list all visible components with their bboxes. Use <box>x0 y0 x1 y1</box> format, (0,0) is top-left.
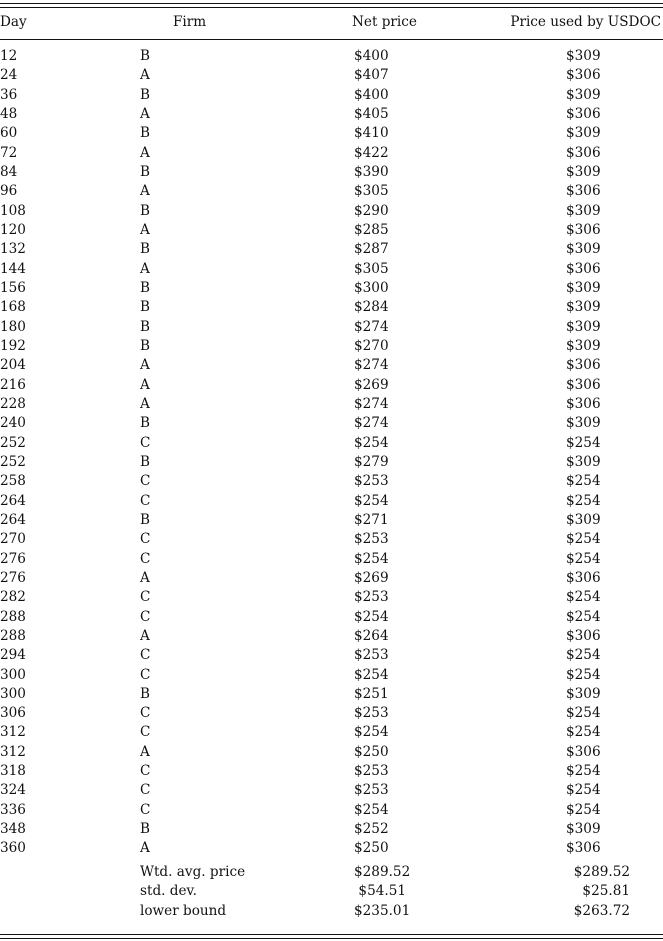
header-rule <box>0 39 663 40</box>
cell-firm: B <box>140 202 150 219</box>
summary-block <box>0 863 663 921</box>
cell-usdoc-price: $254 <box>566 531 601 548</box>
cell-usdoc-price: $306 <box>566 395 601 412</box>
cell-firm: A <box>140 67 150 84</box>
table-row <box>0 453 663 472</box>
cell-day: 252 <box>0 434 26 451</box>
cell-day: 276 <box>0 550 26 567</box>
cell-day: 264 <box>0 511 26 528</box>
cell-firm: C <box>140 763 151 780</box>
cell-day: 144 <box>0 260 26 277</box>
cell-day: 312 <box>0 743 26 760</box>
cell-net-price: $410 <box>354 125 389 142</box>
cell-net-price: $253 <box>354 473 389 490</box>
cell-usdoc-price: $309 <box>566 453 601 470</box>
cell-day: 252 <box>0 453 26 470</box>
table-row <box>0 124 663 143</box>
cell-net-price: $254 <box>354 724 389 741</box>
cell-day: 72 <box>0 144 18 161</box>
summary-net-price: $54.51 <box>358 883 406 900</box>
cell-day: 336 <box>0 801 26 818</box>
cell-day: 360 <box>0 840 26 857</box>
cell-firm: A <box>140 260 150 277</box>
summary-row <box>0 863 663 882</box>
cell-day: 132 <box>0 241 26 258</box>
cell-day: 300 <box>0 666 26 683</box>
cell-day: 192 <box>0 337 26 354</box>
table-row <box>0 608 663 627</box>
cell-usdoc-price: $306 <box>566 569 601 586</box>
cell-net-price: $305 <box>354 183 389 200</box>
cell-day: 288 <box>0 608 26 625</box>
cell-day: 240 <box>0 415 26 432</box>
table-row <box>0 86 663 105</box>
cell-firm: C <box>140 550 151 567</box>
summary-usdoc-price: $263.72 <box>573 902 630 919</box>
table-row <box>0 105 663 124</box>
cell-usdoc-price: $306 <box>566 627 601 644</box>
cell-usdoc-price: $254 <box>566 647 601 664</box>
cell-net-price: $274 <box>354 357 389 374</box>
cell-firm: B <box>140 125 150 142</box>
table-row <box>0 685 663 704</box>
cell-usdoc-price: $254 <box>566 492 601 509</box>
cell-net-price: $254 <box>354 434 389 451</box>
table-row <box>0 646 663 665</box>
cell-usdoc-price: $306 <box>566 840 601 857</box>
cell-usdoc-price: $309 <box>566 86 601 103</box>
cell-net-price: $252 <box>354 821 389 838</box>
cell-firm: C <box>140 434 151 451</box>
cell-net-price: $253 <box>354 782 389 799</box>
cell-usdoc-price: $254 <box>566 666 601 683</box>
header-net-price: Net price <box>352 14 417 30</box>
cell-usdoc-price: $306 <box>566 67 601 84</box>
cell-day: 270 <box>0 531 26 548</box>
table-row <box>0 530 663 549</box>
cell-day: 258 <box>0 473 26 490</box>
cell-firm: A <box>140 627 150 644</box>
cell-usdoc-price: $254 <box>566 724 601 741</box>
cell-firm: B <box>140 48 150 64</box>
cell-usdoc-price: $309 <box>566 511 601 528</box>
summary-usdoc-price: $289.52 <box>573 864 630 880</box>
cell-usdoc-price: $309 <box>566 299 601 316</box>
cell-usdoc-price: $309 <box>566 202 601 219</box>
cell-day: 348 <box>0 821 26 838</box>
cell-day: 12 <box>0 48 18 64</box>
cell-net-price: $254 <box>354 666 389 683</box>
summary-label: Wtd. avg. price <box>140 864 246 880</box>
table-row <box>0 781 663 800</box>
table-row <box>0 318 663 337</box>
cell-usdoc-price: $254 <box>566 763 601 780</box>
table-row <box>0 434 663 453</box>
cell-day: 300 <box>0 685 26 702</box>
cell-net-price: $287 <box>354 241 389 258</box>
cell-day: 288 <box>0 627 26 644</box>
cell-usdoc-price: $254 <box>566 782 601 799</box>
cell-net-price: $253 <box>354 531 389 548</box>
table-row <box>0 47 663 66</box>
table-row <box>0 240 663 259</box>
table-row <box>0 414 663 433</box>
cell-net-price: $400 <box>354 86 389 103</box>
cell-usdoc-price: $306 <box>566 105 601 122</box>
table-row <box>0 182 663 201</box>
cell-day: 228 <box>0 395 26 412</box>
cell-firm: A <box>140 144 150 161</box>
cell-net-price: $290 <box>354 202 389 219</box>
cell-firm: C <box>140 608 151 625</box>
summary-net-price: $289.52 <box>354 864 411 880</box>
table-row <box>0 163 663 182</box>
cell-net-price: $270 <box>354 337 389 354</box>
cell-day: 312 <box>0 724 26 741</box>
cell-day: 120 <box>0 221 26 238</box>
cell-day: 168 <box>0 299 26 316</box>
cell-usdoc-price: $306 <box>566 221 601 238</box>
table-row <box>0 723 663 742</box>
cell-net-price: $254 <box>354 608 389 625</box>
cell-firm: A <box>140 183 150 200</box>
cell-net-price: $422 <box>354 144 389 161</box>
cell-day: 180 <box>0 318 26 335</box>
cell-usdoc-price: $306 <box>566 183 601 200</box>
cell-net-price: $285 <box>354 221 389 238</box>
table-row <box>0 337 663 356</box>
top-rule-inner <box>0 7 663 8</box>
cell-usdoc-price: $254 <box>566 589 601 606</box>
table-row <box>0 298 663 317</box>
cell-net-price: $274 <box>354 415 389 432</box>
table-row <box>0 550 663 569</box>
table-row <box>0 279 663 298</box>
cell-firm: C <box>140 801 151 818</box>
cell-day: 60 <box>0 125 18 142</box>
header-usdoc-price: Price used by USDOC <box>510 14 661 30</box>
cell-firm: C <box>140 589 151 606</box>
cell-usdoc-price: $309 <box>566 821 601 838</box>
cell-day: 276 <box>0 569 26 586</box>
cell-day: 324 <box>0 782 26 799</box>
summary-row <box>0 902 663 921</box>
table-row <box>0 395 663 414</box>
cell-net-price: $390 <box>354 163 389 180</box>
cell-net-price: $407 <box>354 67 389 84</box>
cell-usdoc-price: $254 <box>566 473 601 490</box>
cell-usdoc-price: $254 <box>566 705 601 722</box>
summary-net-price: $235.01 <box>354 902 411 919</box>
cell-net-price: $405 <box>354 105 389 122</box>
cell-firm: B <box>140 337 150 354</box>
table-row <box>0 511 663 530</box>
table-body <box>0 47 663 859</box>
cell-net-price: $274 <box>354 318 389 335</box>
table-row <box>0 202 663 221</box>
cell-firm: B <box>140 318 150 335</box>
cell-usdoc-price: $309 <box>566 125 601 142</box>
cell-net-price: $269 <box>354 569 389 586</box>
cell-firm: A <box>140 105 150 122</box>
table-row <box>0 492 663 511</box>
cell-firm: C <box>140 666 151 683</box>
cell-usdoc-price: $306 <box>566 743 601 760</box>
table-row <box>0 704 663 723</box>
header-firm: Firm <box>173 14 207 30</box>
table-row <box>0 762 663 781</box>
cell-net-price: $305 <box>354 260 389 277</box>
table-row <box>0 627 663 646</box>
cell-firm: B <box>140 415 150 432</box>
table-row <box>0 356 663 375</box>
cell-net-price: $253 <box>354 705 389 722</box>
cell-net-price: $253 <box>354 589 389 606</box>
cell-net-price: $269 <box>354 376 389 393</box>
cell-usdoc-price: $254 <box>566 550 601 567</box>
cell-usdoc-price: $254 <box>566 801 601 818</box>
cell-firm: B <box>140 511 150 528</box>
summary-label: std. dev. <box>140 883 197 900</box>
cell-day: 318 <box>0 763 26 780</box>
cell-day: 282 <box>0 589 26 606</box>
cell-net-price: $253 <box>354 647 389 664</box>
cell-firm: A <box>140 376 150 393</box>
cell-firm: B <box>140 453 150 470</box>
cell-net-price: $254 <box>354 492 389 509</box>
cell-net-price: $264 <box>354 627 389 644</box>
cell-firm: A <box>140 840 150 857</box>
cell-usdoc-price: $254 <box>566 434 601 451</box>
bottom-rule-outer <box>0 938 663 939</box>
cell-usdoc-price: $254 <box>566 608 601 625</box>
cell-net-price: $254 <box>354 550 389 567</box>
cell-firm: A <box>140 569 150 586</box>
cell-firm: B <box>140 299 150 316</box>
cell-firm: C <box>140 782 151 799</box>
bottom-rule-inner <box>0 934 663 935</box>
cell-firm: B <box>140 241 150 258</box>
cell-usdoc-price: $306 <box>566 357 601 374</box>
cell-day: 48 <box>0 105 18 122</box>
cell-day: 156 <box>0 279 26 296</box>
cell-net-price: $300 <box>354 279 389 296</box>
summary-label: lower bound <box>140 902 227 919</box>
cell-firm: A <box>140 221 150 238</box>
cell-firm: C <box>140 647 151 664</box>
cell-day: 306 <box>0 705 26 722</box>
cell-day: 84 <box>0 163 18 180</box>
table-row <box>0 569 663 588</box>
cell-day: 108 <box>0 202 26 219</box>
table-row <box>0 221 663 240</box>
table-row <box>0 376 663 395</box>
table-row <box>0 666 663 685</box>
cell-day: 24 <box>0 67 18 84</box>
cell-firm: C <box>140 724 151 741</box>
table-row <box>0 820 663 839</box>
cell-day: 294 <box>0 647 26 664</box>
summary-row <box>0 882 663 901</box>
table-row <box>0 472 663 491</box>
cell-usdoc-price: $309 <box>566 48 601 64</box>
cell-usdoc-price: $306 <box>566 376 601 393</box>
table-row <box>0 801 663 820</box>
cell-firm: A <box>140 743 150 760</box>
cell-firm: C <box>140 473 151 490</box>
table-row <box>0 588 663 607</box>
cell-net-price: $279 <box>354 453 389 470</box>
table-row <box>0 743 663 762</box>
cell-day: 96 <box>0 183 18 200</box>
cell-usdoc-price: $306 <box>566 260 601 277</box>
cell-day: 36 <box>0 86 18 103</box>
cell-net-price: $253 <box>354 763 389 780</box>
cell-net-price: $250 <box>354 840 389 857</box>
table-row <box>0 260 663 279</box>
top-rule-outer <box>0 3 663 4</box>
cell-firm: C <box>140 705 151 722</box>
cell-usdoc-price: $309 <box>566 318 601 335</box>
cell-usdoc-price: $309 <box>566 685 601 702</box>
cell-day: 264 <box>0 492 26 509</box>
cell-usdoc-price: $309 <box>566 279 601 296</box>
summary-usdoc-price: $25.81 <box>582 883 630 900</box>
cell-usdoc-price: $309 <box>566 337 601 354</box>
cell-firm: A <box>140 395 150 412</box>
cell-net-price: $250 <box>354 743 389 760</box>
cell-firm: B <box>140 163 150 180</box>
cell-firm: C <box>140 531 151 548</box>
cell-firm: B <box>140 821 150 838</box>
cell-firm: A <box>140 357 150 374</box>
cell-day: 204 <box>0 357 26 374</box>
table-row <box>0 144 663 163</box>
cell-firm: B <box>140 279 150 296</box>
cell-firm: C <box>140 492 151 509</box>
cell-firm: B <box>140 685 150 702</box>
cell-net-price: $254 <box>354 801 389 818</box>
cell-usdoc-price: $309 <box>566 163 601 180</box>
table-row <box>0 839 663 858</box>
cell-firm: B <box>140 86 150 103</box>
cell-usdoc-price: $306 <box>566 144 601 161</box>
header-day: Day <box>0 14 27 30</box>
cell-net-price: $251 <box>354 685 389 702</box>
cell-net-price: $400 <box>354 48 389 64</box>
cell-usdoc-price: $309 <box>566 241 601 258</box>
cell-net-price: $284 <box>354 299 389 316</box>
cell-net-price: $274 <box>354 395 389 412</box>
cell-day: 216 <box>0 376 26 393</box>
table-row <box>0 66 663 85</box>
cell-usdoc-price: $309 <box>566 415 601 432</box>
cell-net-price: $271 <box>354 511 389 528</box>
